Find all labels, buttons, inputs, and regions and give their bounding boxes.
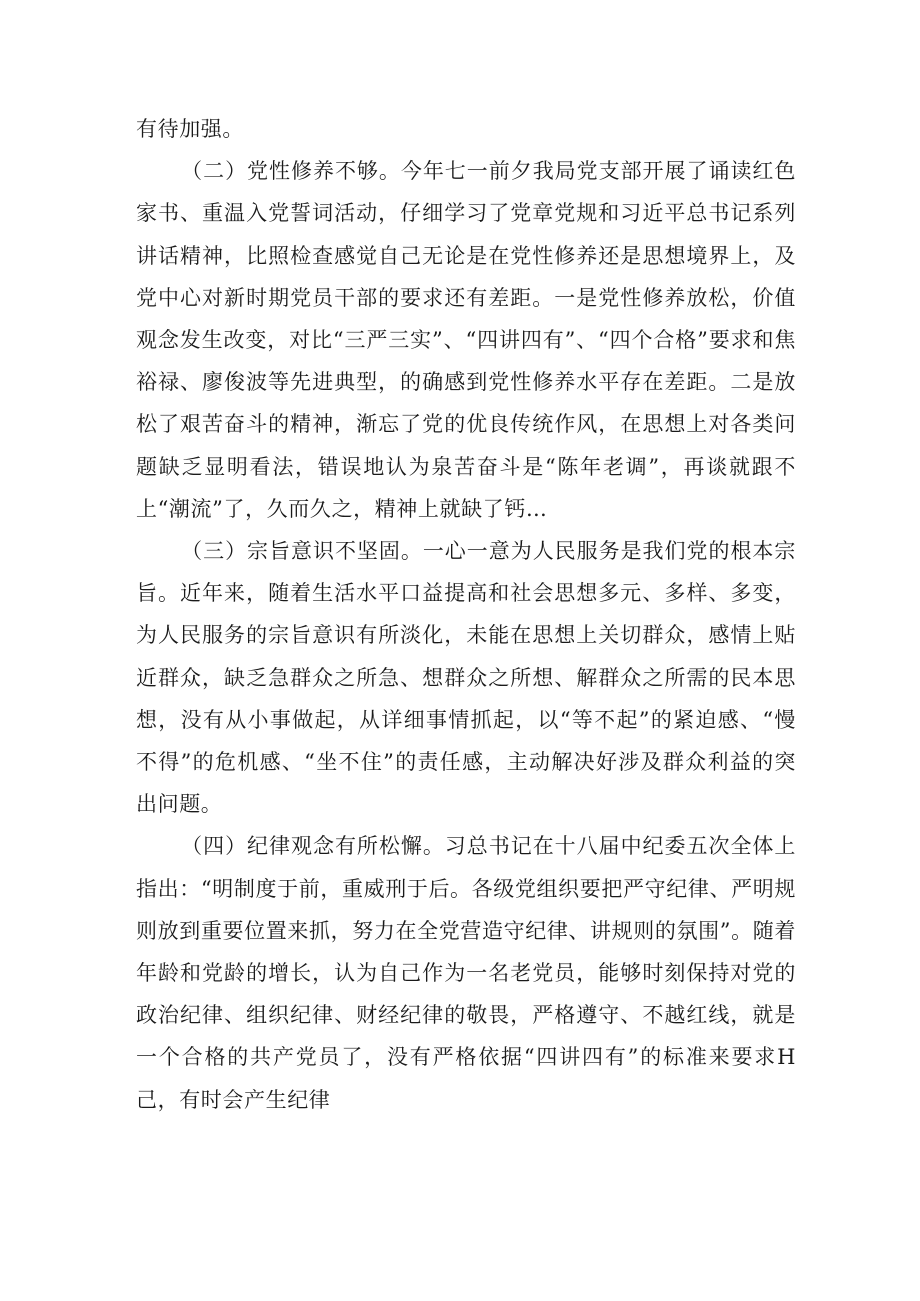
paragraph-party-spirit: （二）党性修养不够。今年七一前夕我局党支部开展了诵读红色家书、重温入党誓词活动，仔细学习了党章党规和习近平总书记系列讲话精神，比照检查感觉自己无论是在党性修养还是思想境界上，及党中心对新时期党员干部的要求还有差距。一是党性修养放松，价值观念发生改变，对比“三严三实”、“四讲四有”、“四个合格”要求和焦裕禄、廖俊波等先进典型，的确感到党性修养水平存在差距。二是放松了艰苦奋斗的精神，渐忘了党的优良传统作风，在思想上对各类问题缺乏显明看法，错误地认为泉苦奋斗是“陈年老调”，再谈就跟不上“潮流”了，久而久之，精神上就缺了钙… (136, 159, 796, 521)
paragraph-continuation: 有待加强。 (136, 117, 244, 141)
paragraph-discipline: （四）纪律观念有所松懈。习总书记在十八届中纪委五次全体上指出：“明制度于前，重威刑于后。各级党组织要把严守纪律、严明规则放到重要位置来抓，努力在全党营造守纪律、讲规则的氛围”。随着年龄和党龄的增长，认为自己作为一名老党员，能够时刻保持对党的政治纪律、组织纪律、财经纪律的敬畏，严格遵守、不越红线，就是一个合格的共产党员了，没有严格依据“四讲四有”的标准来要求H己，有时会产生纪律 (136, 834, 796, 1112)
paragraph-purpose-awareness: （三）宗旨意识不坚固。一心一意为人民服务是我们党的根本宗旨。近年来，随着生活水平口益提高和社会思想多元、多样、多变，为人民服务的宗旨意识有所淡化，未能在思想上关切群众，感情上贴近群众，缺乏急群众之所急、想群众之所想、解群众之所需的民本思想，没有从小事做起，从详细事情抓起，以“等不起”的紧迫感、“慢不得”的危机感、“坐不住”的责任感，主动解决好涉及群众利益的突出问题。 (136, 539, 796, 817)
document-body (136, 108, 796, 1121)
